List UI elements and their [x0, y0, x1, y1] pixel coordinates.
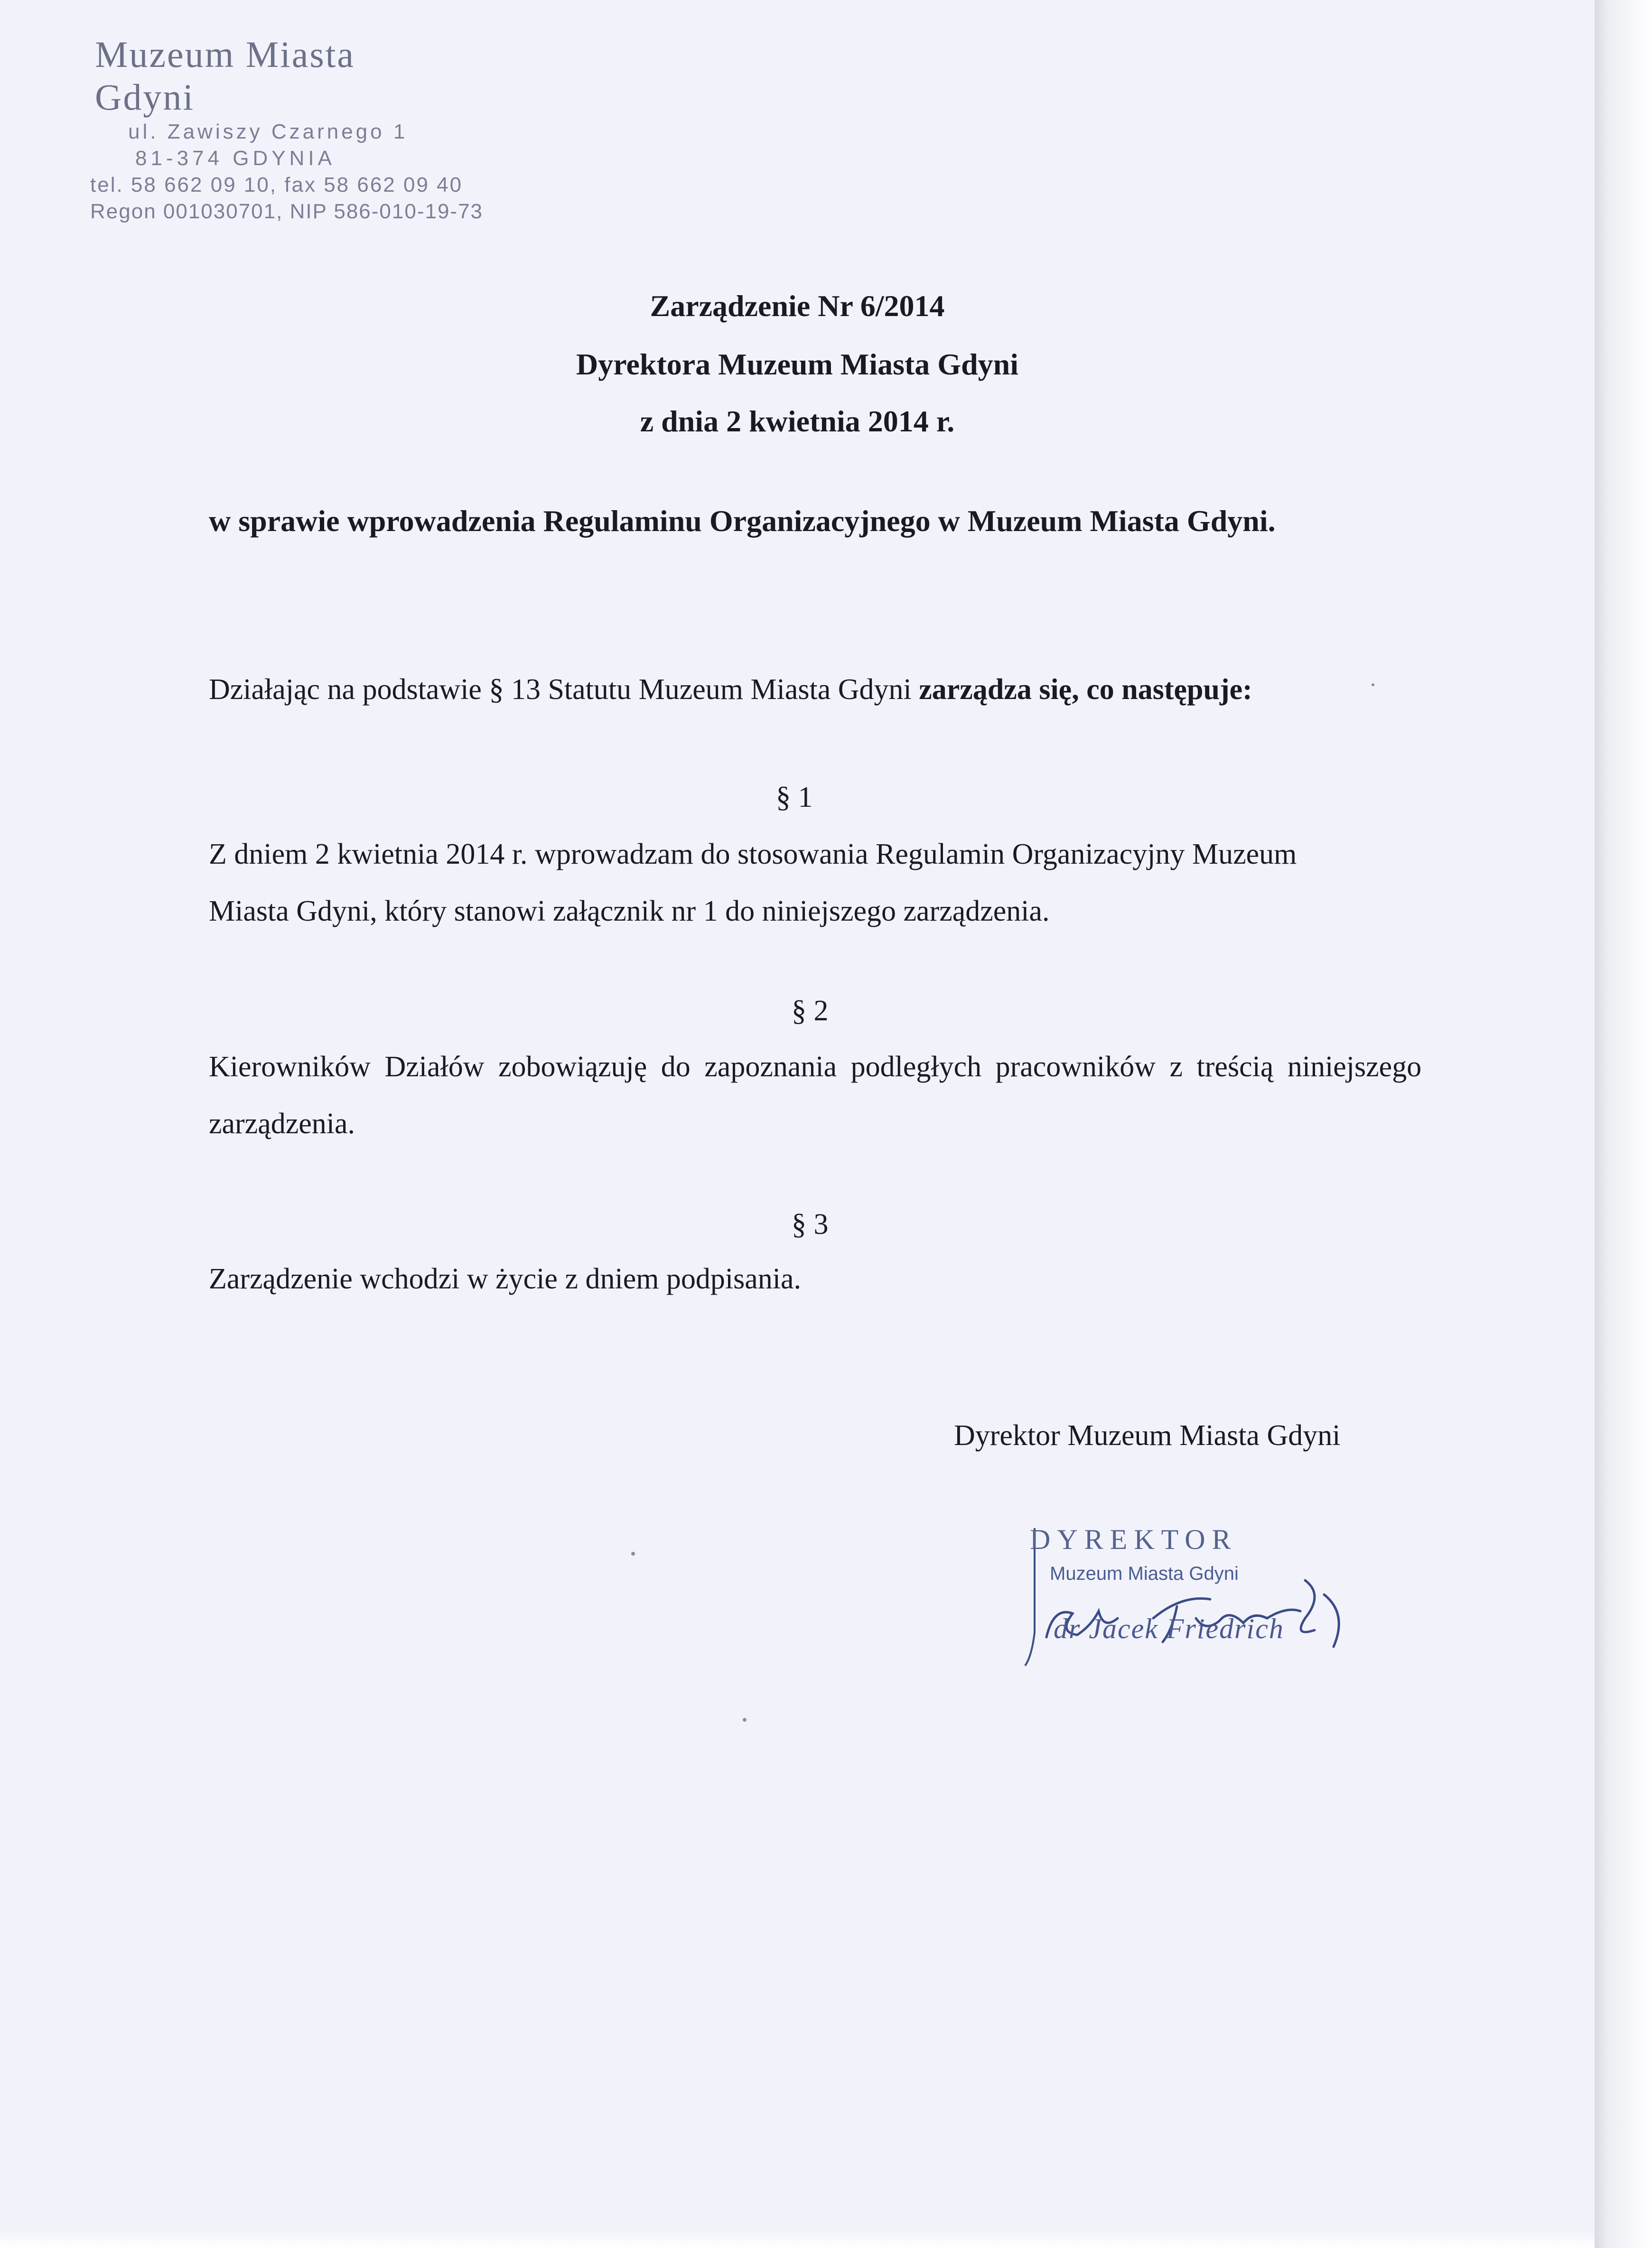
document-title: Zarządzenie Nr 6/2014	[650, 289, 945, 323]
document-subject: w sprawie wprowadzenia Regulaminu Organizacyjnego w Muzeum Miasta Gdyni.	[209, 504, 1276, 538]
intro-bold: zarządza się, co następuje:	[919, 673, 1252, 706]
signature-stamp-museum: Muzeum Miasta Gdyni	[1050, 1563, 1239, 1584]
letterhead-phone: tel. 58 662 09 10, fax 58 662 09 40	[90, 173, 463, 196]
signature-stamp-title: DYREKTOR	[1030, 1524, 1238, 1555]
intro-paragraph	[209, 671, 1252, 709]
scan-bottom-edge	[0, 2230, 1595, 2248]
letterhead-city: 81-374 GDYNIA	[135, 147, 336, 170]
section-1-line-2: Miasta Gdyni, który stanowi załącznik nr 1 do niniejszego zarządzenia.	[209, 895, 1050, 927]
scan-edge-shadow	[1595, 0, 1652, 2248]
section-3-sign: § 3	[792, 1208, 829, 1241]
letterhead-stamp	[90, 33, 484, 225]
section-1-sign: § 1	[776, 781, 813, 813]
letterhead-regon: Regon 001030701, NIP 586-010-19-73	[90, 200, 484, 223]
signatory-title: Dyrektor Muzeum Miasta Gdyni	[954, 1419, 1341, 1452]
letterhead-museum-name: Muzeum Miasta Gdyni	[95, 34, 355, 118]
scan-speck	[631, 1552, 635, 1556]
section-3-line-1: Zarządzenie wchodzi w życie z dniem podpisania.	[209, 1263, 802, 1295]
document-date: z dnia 2 kwietnia 2014 r.	[640, 404, 955, 438]
scan-speck	[743, 1718, 747, 1722]
signature-stamp	[1020, 1523, 1353, 1680]
signature-stamp-name: dr Jacek Friedrich	[1054, 1613, 1284, 1644]
document-issuer: Dyrektora Muzeum Miasta Gdyni	[576, 347, 1019, 381]
section-2-sign: § 2	[792, 995, 829, 1027]
section-1-line-1: Z dniem 2 kwietnia 2014 r. wprowadzam do stosowania Regulamin Organizacyjny Muzeum	[209, 838, 1297, 870]
letterhead-street: ul. Zawiszy Czarnego 1	[128, 120, 408, 143]
scan-speck	[1372, 683, 1374, 686]
intro-text: Działając na podstawie § 13 Statutu Muzeum Miasta Gdyni	[209, 673, 919, 706]
section-2-line-2: zarządzenia.	[209, 1108, 355, 1140]
section-2-line-1: Kierowników Działów zobowiązuję do zapoznania podległych pracowników z treścią niniejszego	[209, 1051, 1422, 1083]
